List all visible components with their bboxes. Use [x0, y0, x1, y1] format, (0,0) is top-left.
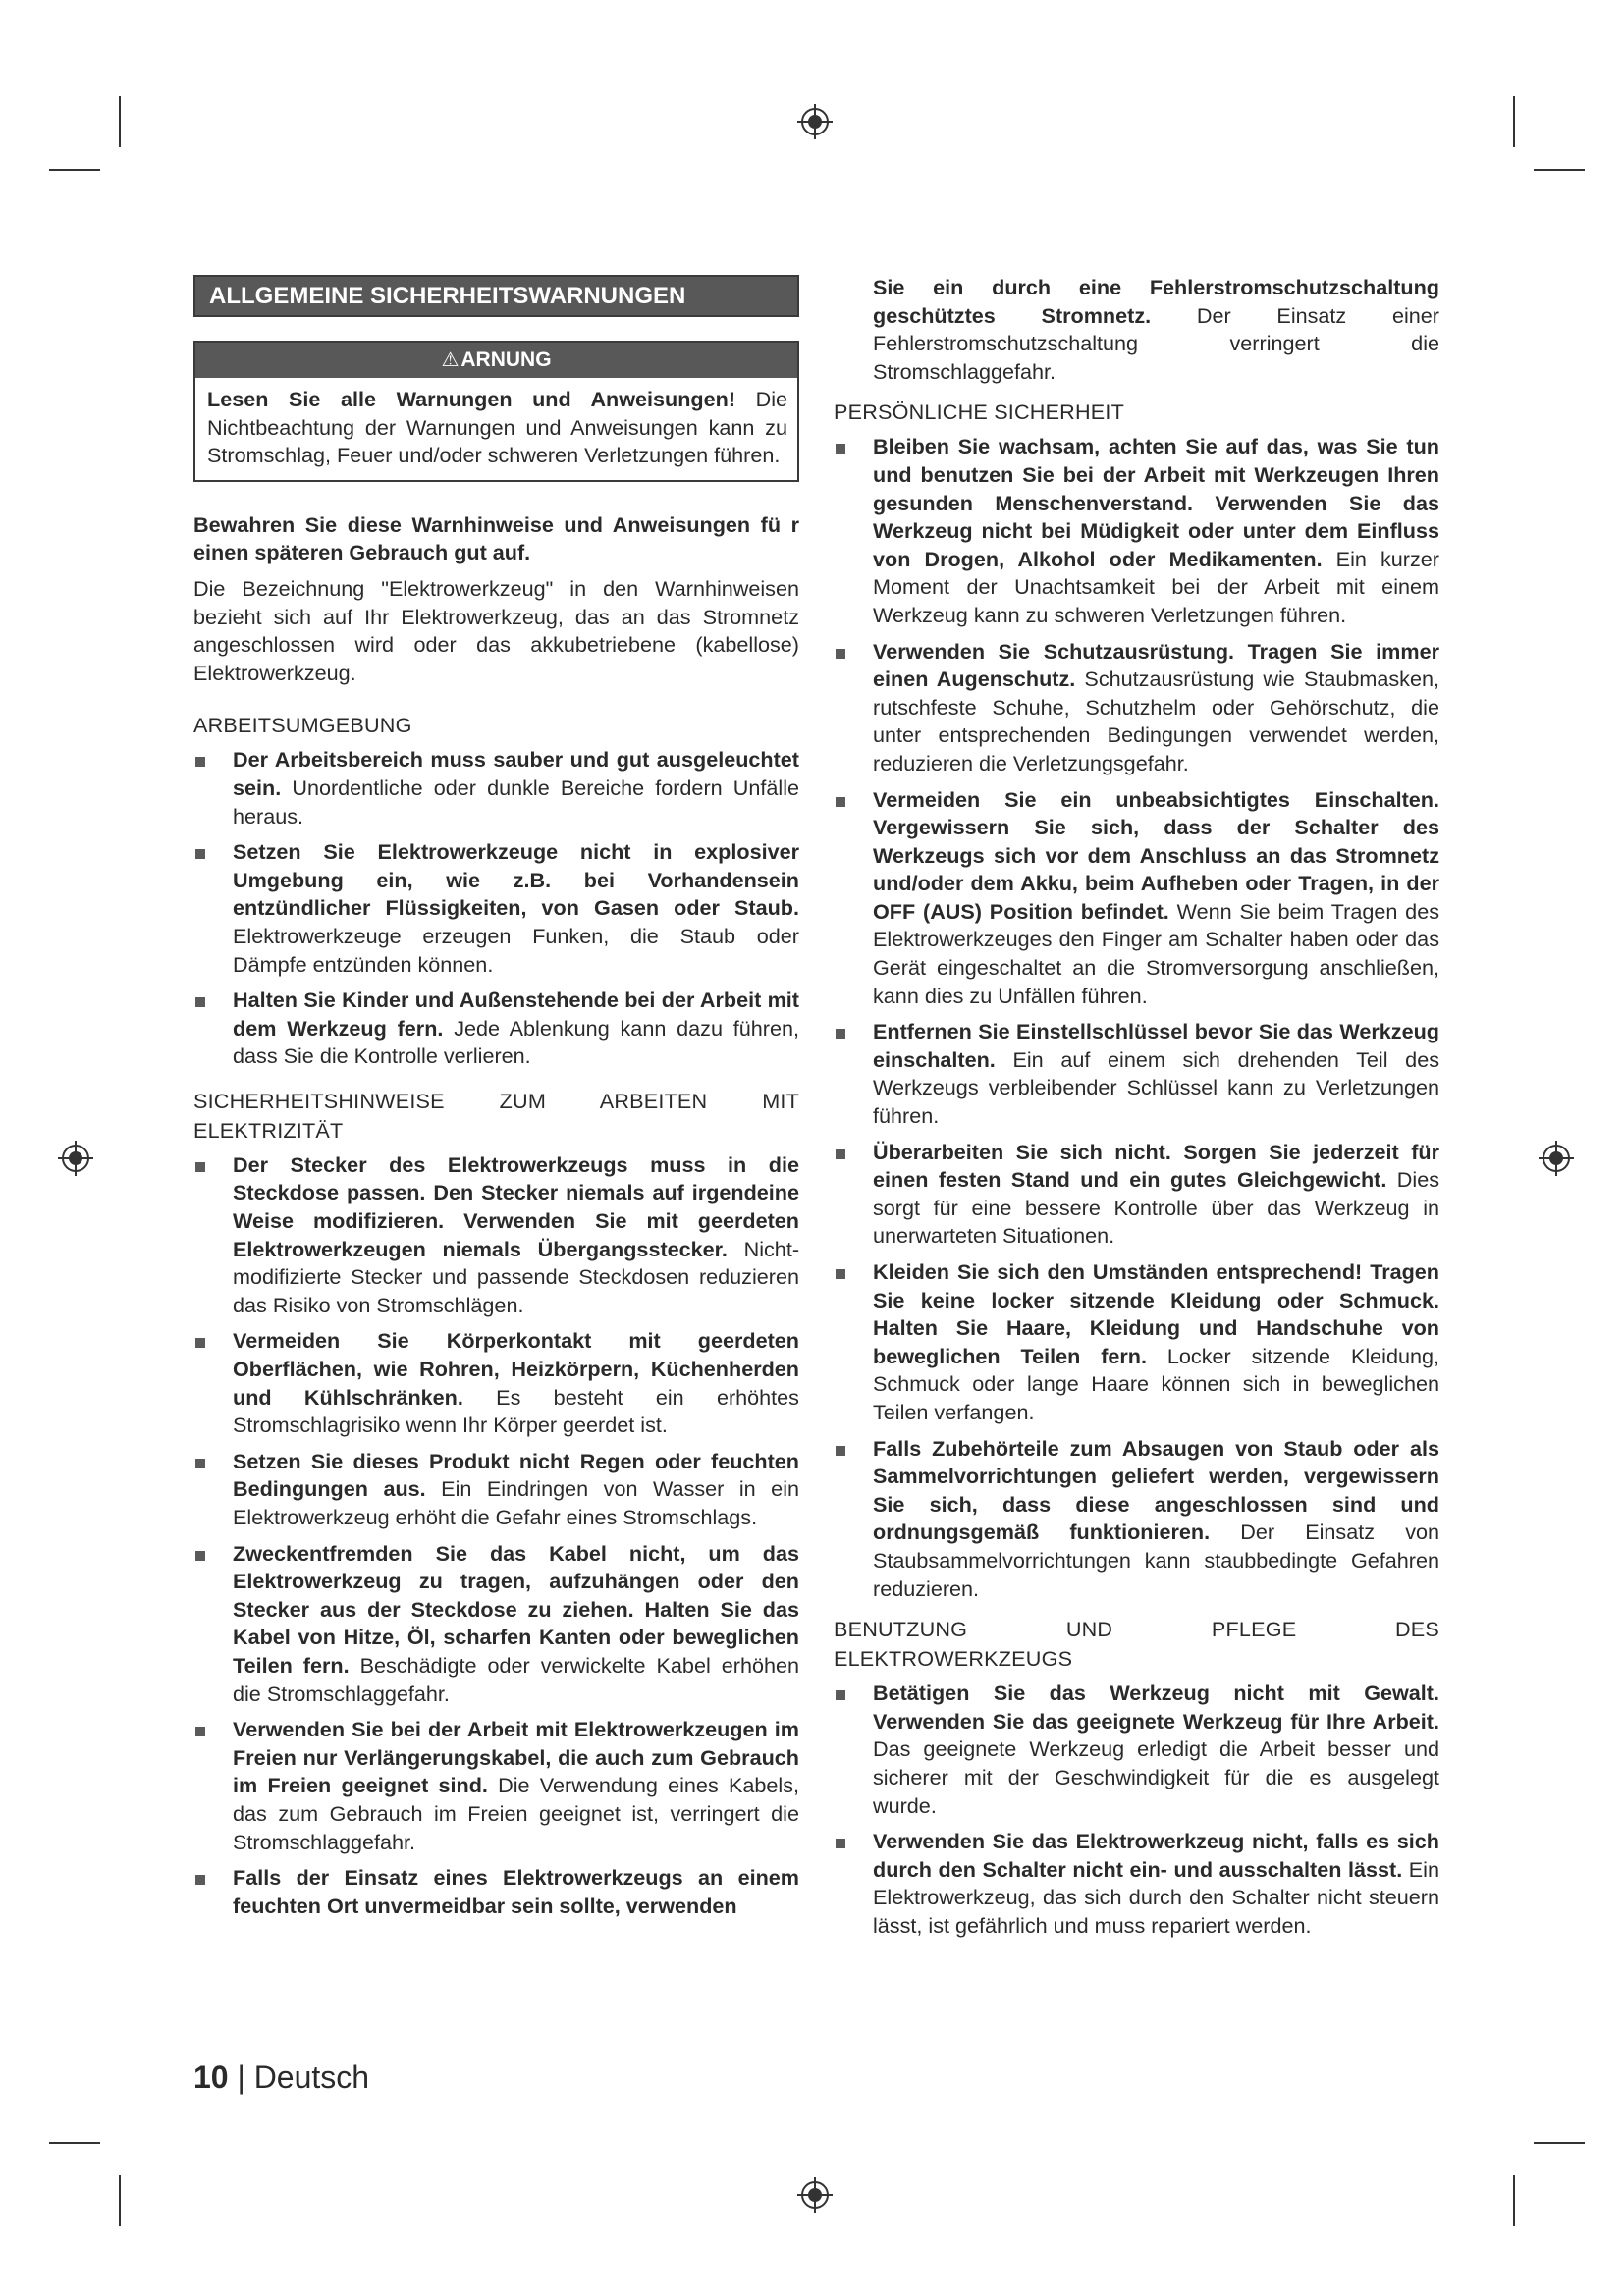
list-item [193, 987, 799, 1071]
item-bold: Der Stecker des Elektrowerkzeugs muss in die Steckdose passen. Den Stecker niemals auf irgendeine Weise modifizieren. Verwenden Sie mit geerdeten Elektrowerkzeugen niemals Übergangsstecker. [233, 1151, 799, 1261]
item-text: Ein Elektrowerkzeug, das sich durch den Schalter nicht steuern lässt, ist gefährlich und muss repariert werden. [873, 1856, 1439, 1938]
list-item [834, 638, 1439, 778]
item-text: Unordentliche oder dunkle Bereiche fordern Unfälle heraus. [233, 774, 799, 828]
warning-box-body [195, 378, 797, 480]
registration-mark-icon [1537, 1139, 1576, 1178]
item-bold: Betätigen Sie das Werkzeug nicht mit Gewalt. Verwenden Sie das geeignete Werkzeug für Ihre Arbeit. [873, 1681, 1439, 1734]
item-bold: Verwenden Sie das Elektrowerkzeug nicht, falls es sich durch den Schalter nicht ein- und ausschalten lässt. [873, 1829, 1439, 1882]
item-text: Ein kurzer Moment der Unachtsamkeit bei der Arbeit mit einem Werkzeug kann zu schweren Verletzungen führen. [873, 546, 1439, 627]
registration-mark-icon [56, 1139, 95, 1178]
crop-mark [49, 169, 100, 171]
list-item [834, 1435, 1439, 1604]
work-area-list [193, 746, 799, 1071]
item-bold: Falls Zubehörteile zum Absaugen von Staub oder als Sammelvorrichtungen geliefert werden, vergewissern Sie sich, dass diese angeschlossen sind und ordnungsgemäß funktionieren. [873, 1435, 1439, 1545]
registration-mark-icon [795, 102, 835, 141]
crop-mark [119, 96, 121, 147]
warning-text: Die Nichtbeachtung der Warnungen und Anweisungen kann zu Stromschlag, Feuer und/oder schweren Verletzungen führen. [207, 387, 787, 468]
item-text: Dies sorgt für eine bessere Kontrolle über das Werkzeug in unerwarteten Situationen. [873, 1167, 1439, 1249]
registration-mark-icon [795, 2175, 835, 2215]
item-bold: Sie ein durch eine Fehlerstromschutzschaltung geschütztes Stromnetz. [873, 275, 1439, 328]
warning-lead: Lesen Sie alle Warnungen und Anweisungen! [207, 387, 736, 411]
item-bold: Verwenden Sie Schutzausrüstung. Tragen Sie immer einen Augenschutz. [873, 638, 1439, 692]
list-item [193, 1864, 799, 1920]
list-item [193, 1716, 799, 1856]
list-item [193, 1448, 799, 1532]
list-item [834, 1828, 1439, 1940]
electrical-heading-line1: SICHERHEITSHINWEISE ZUM ARBEITEN MIT [193, 1088, 799, 1113]
list-item [834, 1258, 1439, 1427]
item-bold: Zweckentfremden Sie das Kabel nicht, um das Elektrowerkzeug zu tragen, aufzuhängen oder den Stecker aus der Steckdose zu ziehen. Halten Sie das Kabel von Hitze, Öl, scharfen Kanten oder beweglichen Teilen fern. [233, 1540, 799, 1678]
item-bold: Kleiden Sie sich den Umständen entsprechend! Tragen Sie keine locker sitzende Kleidung oder Schmuck. Halten Sie Haare, Kleidung und Handschuhe von beweglichen Teilen fern. [873, 1259, 1439, 1368]
use-care-heading-line1: BENUTZUNG UND PFLEGE DES [834, 1617, 1439, 1642]
use-care-list [834, 1680, 1439, 1940]
crop-mark [1534, 169, 1585, 171]
item-text: Nicht-modifizierte Stecker und passende Steckdosen reduzieren das Risiko von Stromschlägen. [233, 1236, 800, 1317]
warning-box [193, 341, 799, 482]
item-bold: Bleiben Sie wachsam, achten Sie auf das, was Sie tun und benutzen Sie bei der Arbeit mit Werkzeugen Ihren gesunden Menschenverstand. Verwenden Sie das Werkzeug nicht bei Müdigkeit oder unter dem Einfluss von Drogen, Alkohol oder Medikamenten. [873, 434, 1439, 571]
list-item [193, 838, 799, 979]
list-item [193, 1151, 799, 1320]
item-text: Ein auf einem sich drehenden Teil des Werkzeugs verbleibender Schlüssel kann zu Verletzungen führen. [873, 1046, 1439, 1129]
warning-box-title: ARNUNG [460, 348, 552, 371]
list-item [834, 1018, 1439, 1130]
electrical-list [193, 1151, 799, 1920]
list-item [193, 1327, 799, 1439]
item-text: Schutzausrüstung wie Staubmasken, rutschfeste Schuhe, Schutzhelm oder Gehörschutz, die unter entsprechenden Bedingungen verwendet werden, reduzieren die Verletzungsgefahr. [873, 667, 1439, 775]
keep-instructions-heading: Bewahren Sie diese Warnhinweise und Anweisungen fü r einen späteren Gebrauch gut auf. [193, 511, 799, 565]
warning-triangle-icon: ⚠ [441, 349, 460, 371]
personal-safety-list [834, 433, 1439, 1603]
crop-mark [1534, 2142, 1585, 2144]
warning-box-header [195, 343, 797, 378]
item-bold: Vermeiden Sie ein unbeabsichtigtes Einschalten. Vergewissern Sie sich, dass der Schalter des Werkzeugs sich vor dem Anschluss an das Stromnetz und/oder dem Akku, beim Aufheben oder Tragen, in der OFF (AUS) Position befindet. [873, 786, 1439, 924]
item-text: Ein Eindringen von Wasser in ein Elektrowerkzeug erhöht die Gefahr eines Stromschlags. [233, 1476, 799, 1529]
list-item [193, 746, 799, 830]
item-text: Es besteht ein erhöhtes Stromschlagrisiko wenn Ihr Körper geerdet ist. [233, 1384, 799, 1438]
item-bold: Setzen Sie dieses Produkt nicht Regen oder feuchten Bedingungen aus. [233, 1448, 799, 1502]
crop-mark [1513, 96, 1515, 147]
item-text: Wenn Sie beim Tragen des Elektrowerkzeuges den Finger am Schalter haben oder das Gerät eingeschaltet an die Stromversorgung anschließen, kann dies zu Unfällen führen. [873, 898, 1439, 1008]
item-text: Beschädigte oder verwickelte Kabel erhöhen die Stromschlaggefahr. [233, 1652, 800, 1706]
item-text: Elektrowerkzeuge erzeugen Funken, die Staub oder Dämpfe entzünden können. [233, 923, 799, 977]
item-text: Der Einsatz einer Fehlerstromschutzschaltung verringert die Stromschlaggefahr. [873, 302, 1439, 384]
personal-safety-heading: PERSÖNLICHE SICHERHEIT [834, 400, 1124, 425]
item-bold: Überarbeiten Sie sich nicht. Sorgen Sie jederzeit für einen festen Stand und ein gutes Gleichgewicht. [873, 1139, 1439, 1193]
use-care-heading-line2: ELEKTROWERKZEUGS [834, 1646, 1073, 1672]
list-item [834, 786, 1439, 1011]
intro-paragraph: Die Bezeichnung "Elektrowerkzeug" in den Warnhinweisen bezieht sich auf Ihr Elektrowerkzeug, das an das Stromnetz angeschlossen wird oder das akkubetriebene (kabellose) Elektrowerkzeug. [193, 575, 799, 685]
footer-separator: | [228, 2059, 254, 2095]
crop-mark [119, 2175, 121, 2226]
continuation-paragraph [834, 274, 1439, 386]
item-bold: Vermeiden Sie Körperkontakt mit geerdeten Oberflächen, wie Rohren, Heizkörpern, Küchenherden und Kühlschränken. [233, 1328, 799, 1410]
item-bold: Der Arbeitsbereich muss sauber und gut ausgeleuchtet sein. [233, 747, 799, 800]
item-text: Der Einsatz von Staubsammelvorrichtungen kann staubbedingte Gefahren reduzieren. [873, 1520, 1440, 1601]
item-bold: Entfernen Sie Einstellschlüssel bevor Sie das Werkzeug einschalten. [873, 1019, 1439, 1072]
crop-mark [49, 2142, 100, 2144]
item-text: Jede Ablenkung kann dazu führen, dass Sie die Kontrolle verlieren. [233, 1015, 799, 1069]
item-text: Die Verwendung eines Kabels, das zum Gebrauch im Freien geeignet ist, verringert die Stromschlaggefahr. [233, 1773, 800, 1854]
left-column [193, 275, 799, 1928]
electrical-heading-line2: ELEKTRIZITÄT [193, 1117, 344, 1143]
crop-mark [1513, 2175, 1515, 2226]
item-bold: Setzen Sie Elektrowerkzeuge nicht in explosiver Umgebung ein, wie z.B. bei Vorhandensein entzündlicher Flüssigkeiten, von Gasen oder Staub. [233, 839, 799, 921]
right-column [834, 274, 1439, 1948]
item-text: Das geeignete Werkzeug erledigt die Arbeit besser und sicherer mit der Geschwindigkeit für die es ausgelegt wurde. [873, 1736, 1439, 1818]
footer-language: Deutsch [253, 2059, 370, 2095]
list-item [193, 1540, 799, 1709]
item-bold: Verwenden Sie bei der Arbeit mit Elektrowerkzeugen im Freien nur Verlängerungskabel, die auch zum Gebrauch im Freien geeignet sind. [233, 1717, 799, 1798]
item-bold: Halten Sie Kinder und Außenstehende bei der Arbeit mit dem Werkzeug fern. [233, 988, 799, 1041]
list-item [834, 1139, 1439, 1251]
item-bold: Falls der Einsatz eines Elektrowerkzeugs an einem feuchten Ort unvermeidbar sein sollte, verwenden [233, 1865, 799, 1918]
section-title: ALLGEMEINE SICHERHEITSWARNUNGEN [193, 275, 799, 317]
list-item [834, 1680, 1439, 1820]
page-footer [193, 2059, 369, 2096]
list-item [834, 433, 1439, 629]
work-area-heading: ARBEITSUMGEBUNG [193, 713, 412, 738]
item-text: Locker sitzende Kleidung, Schmuck oder lange Haare können sich in beweglichen Teilen verfangen. [873, 1343, 1439, 1424]
page-number: 10 [193, 2059, 229, 2095]
